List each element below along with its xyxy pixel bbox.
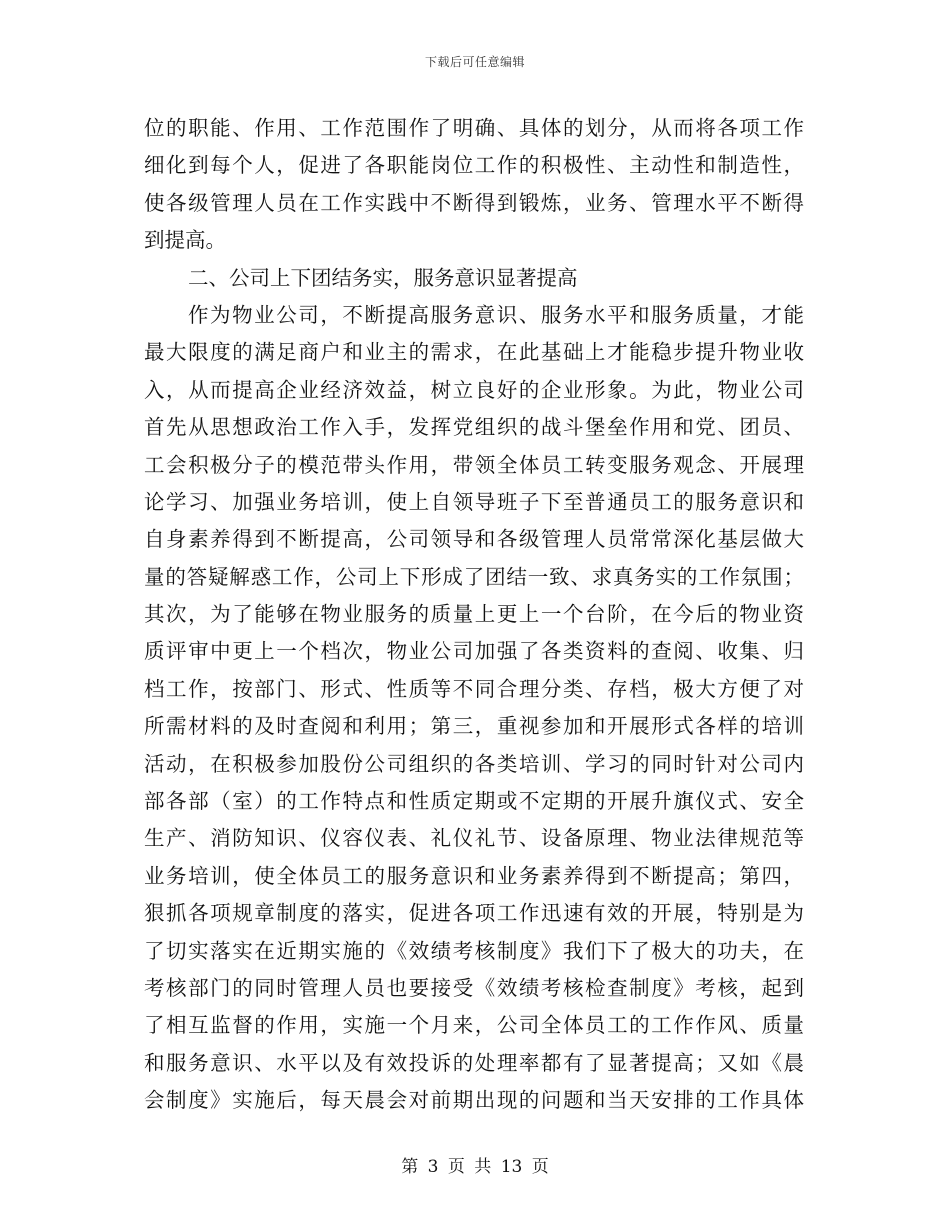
text-line: 档工作，按部门、形式、性质等不同合理分类、存档，极大方便了对 (144, 676, 804, 701)
text-line: 论学习、加强业务培训，使上自领导班子下至普通员工的服务意识和 (144, 489, 804, 514)
text-line: 入，从而提高企业经济效益，树立良好的企业形象。为此，物业公司 (144, 377, 804, 402)
text-line: 和服务意识、水平以及有效投诉的处理率都有了显著提高；又如《晨 (144, 1050, 804, 1075)
text-line: 首先从思想政治工作入手，发挥党组织的战斗堡垒作用和党、团员、 (144, 415, 804, 440)
text-line: 业务培训，使全体员工的服务意识和业务素养得到不断提高；第四， (144, 863, 804, 888)
text-line: 使各级管理人员在工作实践中不断得到锻炼，业务、管理水平不断得 (144, 190, 804, 215)
text-line: 质评审中更上一个档次，物业公司加强了各类资料的查阅、收集、归 (144, 639, 804, 664)
text-line: 位的职能、作用、工作范围作了明确、具体的划分，从而将各项工作 (144, 116, 804, 140)
text-line: 狠抓各项规章制度的落实，促进各项工作迅速有效的开展，特别是为 (144, 901, 804, 926)
text-line: 考核部门的同时管理人员也要接受《效绩考核检查制度》考核，起到 (144, 975, 804, 1000)
text-line: 自身素养得到不断提高，公司领导和各级管理人员常常深化基层做大 (144, 527, 804, 552)
text-line: 部各部（室）的工作特点和性质定期或不定期的开展升旗仪式、安全 (144, 789, 804, 814)
text-line: 最大限度的满足商户和业主的需求，在此基础上才能稳步提升物业收 (144, 340, 804, 365)
text-line: 量的答疑解惑工作，公司上下形成了团结一致、求真务实的工作氛围； (144, 564, 804, 589)
text-line: 其次，为了能够在物业服务的质量上更上一个台阶，在今后的物业资 (144, 602, 804, 627)
text-line: 生产、消防知识、仪容仪表、礼仪礼节、设备原理、物业法律规范等 (144, 826, 804, 851)
section-heading: 二、公司上下团结务实，服务意识显著提高 (188, 265, 578, 290)
text-line: 活动，在积极参加股份公司组织的各类培训、学习的同时针对公司内 (144, 751, 804, 776)
text-line: 作为物业公司，不断提高服务意识、服务水平和服务质量，才能 (188, 302, 804, 327)
text-line: 了相互监督的作用，实施一个月来，公司全体员工的工作作风、质量 (144, 1013, 804, 1038)
text-line: 工会积极分子的模范带头作用，带领全体员工转变服务观念、开展理 (144, 452, 804, 477)
text-line: 了切实落实在近期实施的《效绩考核制度》我们下了极大的功夫，在 (144, 938, 804, 963)
document-body (144, 110, 804, 1120)
text-line: 到提高。 (144, 228, 226, 253)
text-line: 会制度》实施后，每天晨会对前期出现的问题和当天安排的工作具体 (144, 1088, 804, 1113)
text-line: 细化到每个人，促进了各职能岗位工作的积极性、主动性和制造性， (144, 153, 804, 178)
page-number-footer: 第 3 页 共 13 页 (401, 1157, 549, 1177)
page-header-note: 下载后可任意编辑 (424, 55, 525, 69)
text-line: 所需材料的及时查阅和利用；第三，重视参加和开展形式各样的培训 (144, 714, 804, 739)
